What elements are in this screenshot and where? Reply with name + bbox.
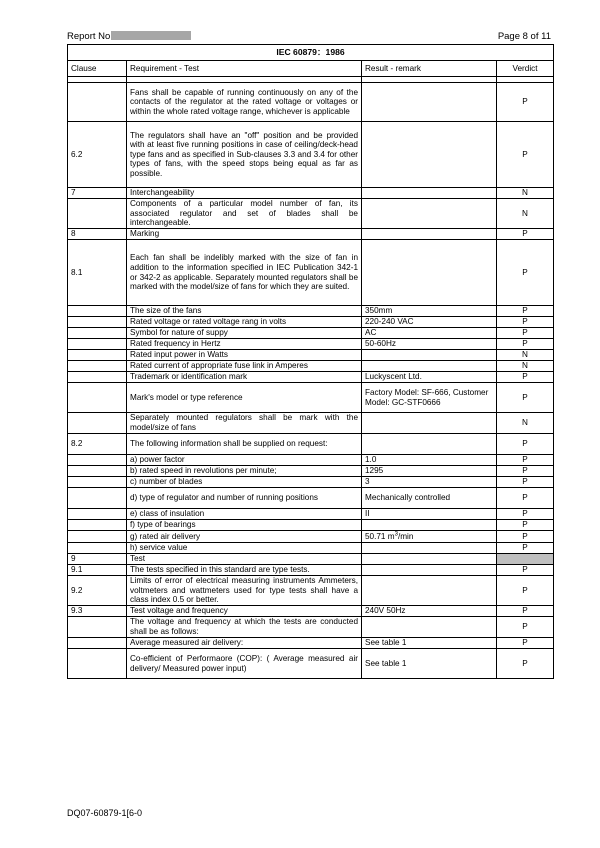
table-row bbox=[68, 617, 554, 638]
result-cell bbox=[362, 554, 497, 565]
result-cell: Factory Model: SF-666, Customer Model: GC-STF0666 bbox=[362, 383, 497, 413]
clause-cell: 9 bbox=[68, 554, 127, 565]
verdict-cell: P bbox=[497, 606, 554, 617]
verdict-cell: P bbox=[497, 466, 554, 477]
verdict-cell: P bbox=[497, 531, 554, 543]
requirement-cell: Trademark or identification mark bbox=[127, 372, 362, 383]
result-cell bbox=[362, 188, 497, 199]
verdict-cell: P bbox=[497, 638, 554, 649]
verdict-cell: P bbox=[497, 240, 554, 306]
result-cell bbox=[362, 229, 497, 240]
result-cell: 240V 50Hz bbox=[362, 606, 497, 617]
result-cell bbox=[362, 240, 497, 306]
clause-cell bbox=[68, 306, 127, 317]
table-row bbox=[68, 649, 554, 679]
requirement-cell: b) rated speed in revolutions per minute; bbox=[127, 466, 362, 477]
table-row bbox=[68, 306, 554, 317]
table-row bbox=[68, 83, 554, 122]
verdict-cell: P bbox=[497, 229, 554, 240]
verdict-cell: P bbox=[497, 328, 554, 339]
table-row bbox=[68, 350, 554, 361]
table-row bbox=[68, 240, 554, 306]
requirement-cell: Symbol for nature of suppy bbox=[127, 328, 362, 339]
clause-cell bbox=[68, 509, 127, 520]
clause-cell bbox=[68, 383, 127, 413]
verdict-cell: N bbox=[497, 413, 554, 434]
test-report-table bbox=[67, 44, 554, 679]
result-cell bbox=[362, 199, 497, 229]
requirement-cell: The following information shall be supplied on request: bbox=[127, 434, 362, 455]
document-code: DQ07-60879-1[6-0 bbox=[67, 808, 143, 818]
verdict-cell: P bbox=[497, 576, 554, 606]
result-cell bbox=[362, 361, 497, 372]
verdict-cell: P bbox=[497, 509, 554, 520]
table-row bbox=[68, 606, 554, 617]
page-header bbox=[67, 31, 553, 43]
clause-cell: 9.1 bbox=[68, 565, 127, 576]
table-row bbox=[68, 531, 554, 543]
verdict-cell: P bbox=[497, 477, 554, 488]
verdict-cell bbox=[497, 554, 554, 565]
requirement-cell: Separately mounted regulators shall be mark with the model/size of fans bbox=[127, 413, 362, 434]
table-row bbox=[68, 361, 554, 372]
result-cell: AC bbox=[362, 328, 497, 339]
result-cell bbox=[362, 83, 497, 122]
report-number: Report No bbox=[67, 31, 191, 43]
column-header-requirement: Requirement - Test bbox=[127, 61, 362, 77]
result-cell: Mechanically controlled bbox=[362, 488, 497, 509]
clause-cell bbox=[68, 638, 127, 649]
result-cell bbox=[362, 413, 497, 434]
verdict-cell: N bbox=[497, 188, 554, 199]
requirement-cell: Rated input power in Watts bbox=[127, 350, 362, 361]
result-cell bbox=[362, 617, 497, 638]
table-row bbox=[68, 466, 554, 477]
result-cell bbox=[362, 122, 497, 188]
result-cell: See table 1 bbox=[362, 649, 497, 679]
requirement-cell: Rated current of appropriate fuse link in Amperes bbox=[127, 361, 362, 372]
requirement-cell: c) number of blades bbox=[127, 477, 362, 488]
clause-cell bbox=[68, 543, 127, 554]
table-row bbox=[68, 543, 554, 554]
result-cell: 1.0 bbox=[362, 455, 497, 466]
clause-cell bbox=[68, 520, 127, 531]
requirement-cell: Interchangeability bbox=[127, 188, 362, 199]
clause-cell bbox=[68, 488, 127, 509]
requirement-cell: Test voltage and frequency bbox=[127, 606, 362, 617]
requirement-cell: h) service value bbox=[127, 543, 362, 554]
result-cell: Luckyscent Ltd. bbox=[362, 372, 497, 383]
clause-cell bbox=[68, 372, 127, 383]
page-number: Page 8 of 11 bbox=[497, 31, 551, 42]
clause-cell bbox=[68, 83, 127, 122]
verdict-cell: P bbox=[497, 317, 554, 328]
clause-cell bbox=[68, 199, 127, 229]
table-row bbox=[68, 372, 554, 383]
table-row bbox=[68, 199, 554, 229]
table-row bbox=[68, 434, 554, 455]
result-cell: 50-60Hz bbox=[362, 339, 497, 350]
requirement-cell: g) rated air delivery bbox=[127, 531, 362, 543]
verdict-cell: P bbox=[497, 455, 554, 466]
clause-cell: 9.2 bbox=[68, 576, 127, 606]
result-cell bbox=[362, 565, 497, 576]
requirement-cell: Each fan shall be indelibly marked with the size of fan in addition to the information specified in IEC Publication 342-1 or 342-2 as applicable. Separately mounted regulators shall be marked with the model/size of fans for which they are suited. bbox=[127, 240, 362, 306]
requirement-cell: Rated frequency in Hertz bbox=[127, 339, 362, 350]
clause-cell bbox=[68, 317, 127, 328]
clause-cell bbox=[68, 617, 127, 638]
result-cell: 1295 bbox=[362, 466, 497, 477]
verdict-cell: P bbox=[497, 520, 554, 531]
table-row bbox=[68, 122, 554, 188]
result-cell: 50.71 $m^3/\min$ bbox=[362, 531, 497, 543]
clause-cell: 8.1 bbox=[68, 240, 127, 306]
table-row bbox=[68, 339, 554, 350]
clause-cell: 8 bbox=[68, 229, 127, 240]
result-cell bbox=[362, 350, 497, 361]
verdict-cell: P bbox=[497, 543, 554, 554]
redacted-report-number bbox=[111, 31, 191, 40]
clause-cell bbox=[68, 350, 127, 361]
result-cell bbox=[362, 543, 497, 554]
requirement-cell: Co-efficient of Performaore (COP): ( Average measured air delivery/ Measured power input) bbox=[127, 649, 362, 679]
clause-cell bbox=[68, 466, 127, 477]
verdict-cell: P bbox=[497, 617, 554, 638]
verdict-cell: P bbox=[497, 383, 554, 413]
clause-cell bbox=[68, 413, 127, 434]
verdict-cell: P bbox=[497, 83, 554, 122]
result-cell: See table 1 bbox=[362, 638, 497, 649]
requirement-cell: The tests specified in this standard are type tests. bbox=[127, 565, 362, 576]
requirement-cell: d) type of regulator and number of running positions bbox=[127, 488, 362, 509]
verdict-cell: N bbox=[497, 199, 554, 229]
result-cell: II bbox=[362, 509, 497, 520]
clause-cell bbox=[68, 477, 127, 488]
table-row bbox=[68, 509, 554, 520]
requirement-cell: Mark's model or type reference bbox=[127, 383, 362, 413]
verdict-cell: P bbox=[497, 488, 554, 509]
table-row bbox=[68, 554, 554, 565]
verdict-cell: P bbox=[497, 306, 554, 317]
clause-cell: 8.2 bbox=[68, 434, 127, 455]
clause-cell: 9.3 bbox=[68, 606, 127, 617]
column-header-result: Result - remark bbox=[362, 61, 497, 77]
clause-cell bbox=[68, 328, 127, 339]
standard-title: IEC 60879：1986 bbox=[68, 45, 554, 61]
result-cell: 220-240 VAC bbox=[362, 317, 497, 328]
verdict-cell: P bbox=[497, 565, 554, 576]
clause-cell: 6.2 bbox=[68, 122, 127, 188]
verdict-cell: N bbox=[497, 361, 554, 372]
clause-cell bbox=[68, 455, 127, 466]
clause-cell: 7 bbox=[68, 188, 127, 199]
table-row bbox=[68, 317, 554, 328]
table-row bbox=[68, 413, 554, 434]
table-row bbox=[68, 477, 554, 488]
requirement-cell: a) power factor bbox=[127, 455, 362, 466]
clause-cell bbox=[68, 339, 127, 350]
verdict-cell: P bbox=[497, 649, 554, 679]
column-header-clause: Clause bbox=[68, 61, 127, 77]
result-cell: 350mm bbox=[362, 306, 497, 317]
table-row bbox=[68, 565, 554, 576]
verdict-cell: P bbox=[497, 434, 554, 455]
requirement-cell: Average measured air delivery: bbox=[127, 638, 362, 649]
table-row bbox=[68, 455, 554, 466]
result-cell bbox=[362, 434, 497, 455]
table-row bbox=[68, 328, 554, 339]
requirement-cell: Limits of error of electrical measuring instruments Ammeters, voltmeters and wattmeters used for type tests shall have a class index 0.5 or better. bbox=[127, 576, 362, 606]
requirement-cell: Rated voltage or rated voltage rang in volts bbox=[127, 317, 362, 328]
table-row bbox=[68, 488, 554, 509]
requirement-cell: Marking bbox=[127, 229, 362, 240]
clause-cell bbox=[68, 649, 127, 679]
table-row bbox=[68, 229, 554, 240]
requirement-cell: Components of a particular model number of fan, its associated regulator and set of blades shall be interchangeable. bbox=[127, 199, 362, 229]
requirement-cell: f) type of bearings bbox=[127, 520, 362, 531]
table-row bbox=[68, 576, 554, 606]
requirement-cell: The voltage and frequency at which the tests are conducted shall be as follows: bbox=[127, 617, 362, 638]
result-cell: 3 bbox=[362, 477, 497, 488]
table-row bbox=[68, 383, 554, 413]
verdict-cell: P bbox=[497, 372, 554, 383]
verdict-cell: N bbox=[497, 350, 554, 361]
requirement-cell: Test bbox=[127, 554, 362, 565]
table-row bbox=[68, 188, 554, 199]
table-row bbox=[68, 638, 554, 649]
requirement-cell: Fans shall be capable of running continuously on any of the contacts of the regulator at the rated voltage or voltages or within the whole rated voltage range, whichever is applicable bbox=[127, 83, 362, 122]
verdict-cell: P bbox=[497, 339, 554, 350]
result-cell bbox=[362, 520, 497, 531]
result-cell bbox=[362, 576, 497, 606]
requirement-cell: The size of the fans bbox=[127, 306, 362, 317]
clause-cell bbox=[68, 361, 127, 372]
clause-cell bbox=[68, 531, 127, 543]
requirement-cell: The regulators shall have an "off" position and be provided with at least five running positions in case of ceiling/deck-head type fans and as specified in Sub-clauses 3.3 and 3.4 for other types of fans, with the speed stops being equal as far as possible. bbox=[127, 122, 362, 188]
verdict-cell: P bbox=[497, 122, 554, 188]
requirement-cell: e) class of insulation bbox=[127, 509, 362, 520]
table-row bbox=[68, 520, 554, 531]
column-header-verdict: Verdict bbox=[497, 61, 554, 77]
